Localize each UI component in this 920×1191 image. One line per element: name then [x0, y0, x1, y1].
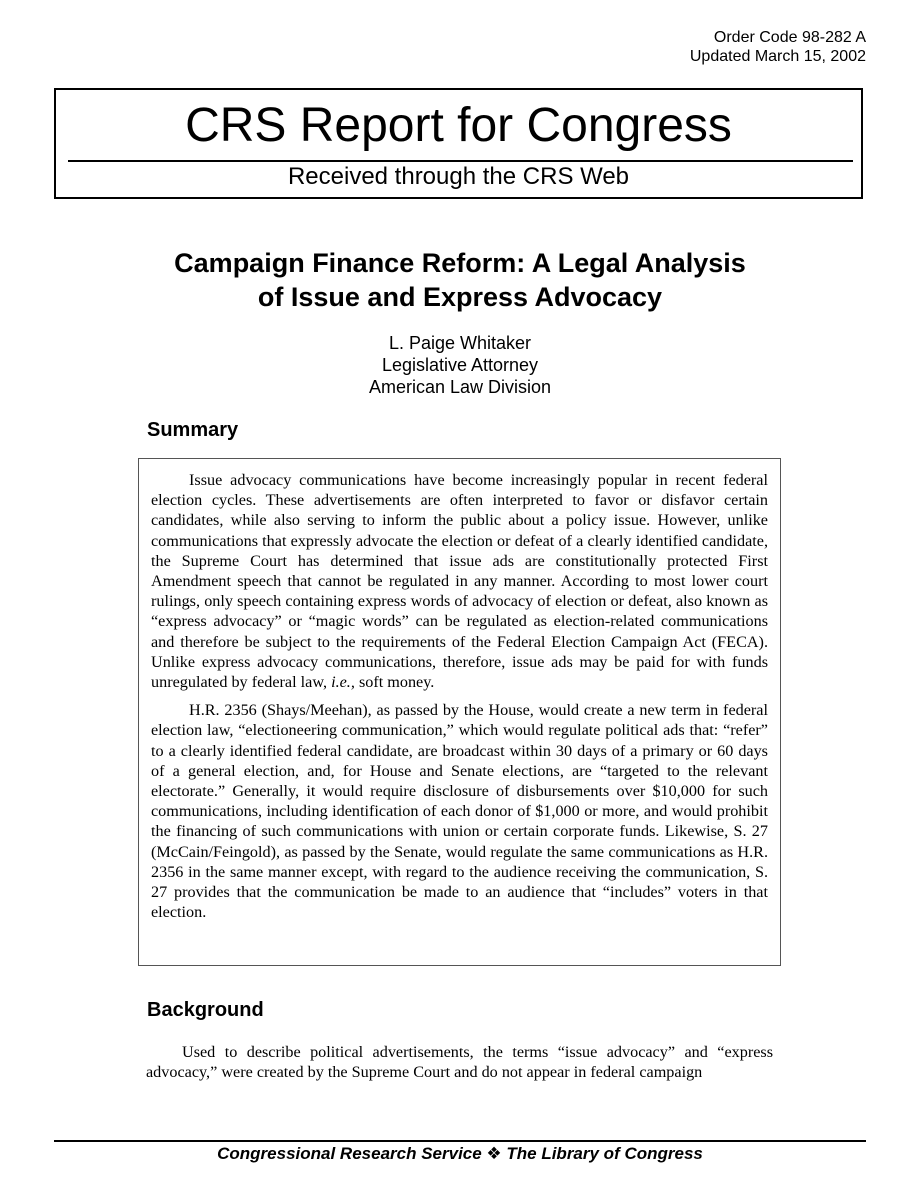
masthead: [54, 88, 863, 199]
footer-text: Congressional Research Service ❖ The Library of Congress: [217, 1144, 703, 1163]
order-code: Order Code 98-282 A: [713, 29, 866, 46]
background-paragraph: Used to describe political advertisements, the terms “issue advocacy” and “express advocacy,” were created by the Supreme Court and do not appear in federal campaign: [146, 1043, 773, 1082]
summary-paragraph-1-ie: i.e.,: [331, 673, 355, 692]
author-block: [0, 332, 920, 398]
order-code-block: [690, 28, 866, 66]
document-title: [0, 246, 920, 314]
document-title-line-2: of Issue and Express Advocacy: [257, 282, 663, 312]
masthead-title: CRS Report for Congress: [185, 99, 732, 152]
summary-paragraph-1-end: soft money.: [358, 673, 435, 692]
summary-box: [138, 458, 781, 966]
author-title: Legislative Attorney: [381, 355, 539, 375]
updated-date: Updated March 15, 2002: [689, 48, 866, 65]
author-division: American Law Division: [368, 377, 552, 397]
masthead-subtitle: Received through the CRS Web: [287, 163, 630, 190]
summary-paragraph-1: [151, 470, 768, 692]
summary-heading: Summary: [147, 419, 239, 441]
background-heading: Background: [147, 999, 264, 1021]
summary-paragraph-2: H.R. 2356 (Shays/Meehan), as passed by the House, would create a new term in federal election law, “electioneering communication,” which would regulate political ads that: “refer” to a clearly identified federal candidate, are broadcast within 30 days of a primary or 60 days of a general election, and, for House and Senate elections, are “targeted to the relevant electorate.” Generally, it would require disclosure of disbursements over $10,000 for such communications, including identification of each donor of $1,000 or more, and would prohibit the financing of such communications with union or certain corporate funds. Likewise, S. 27 (McCain/Feingold), as passed by the Senate, would regulate the same communications as H.R. 2356 in the same manner except, with regard to the audience receiving the communication, S. 27 provides that the communication be made to an audience that “includes” voters in that election.: [151, 701, 768, 922]
document-title-line-1: Campaign Finance Reform: A Legal Analysis: [174, 248, 746, 278]
footer-rule: [54, 1140, 866, 1142]
summary-paragraph-1-text: Issue advocacy communications have become increasingly popular in recent federal election cycles. These advertisements are often interpreted to favor or disfavor certain candidates, while also serving to inform the public about a policy issue. However, unlike communications that expressly advocate the election or defeat of a clearly identified candidate, the Supreme Court has determined that issue ads are constitutionally protected First Amendment speech that cannot be regulated in any manner. According to most lower court rulings, only speech containing express words of advocacy of election or defeat, also known as “express advocacy” or “magic words” can be regulated as election-related communications and therefore be subject to the requirements of the Federal Election Campaign Act (FECA). Unlike express advocacy communications, therefore, issue ads may be paid for with funds unregulated by federal law,: [151, 471, 768, 692]
author-name: L. Paige Whitaker: [388, 333, 532, 353]
